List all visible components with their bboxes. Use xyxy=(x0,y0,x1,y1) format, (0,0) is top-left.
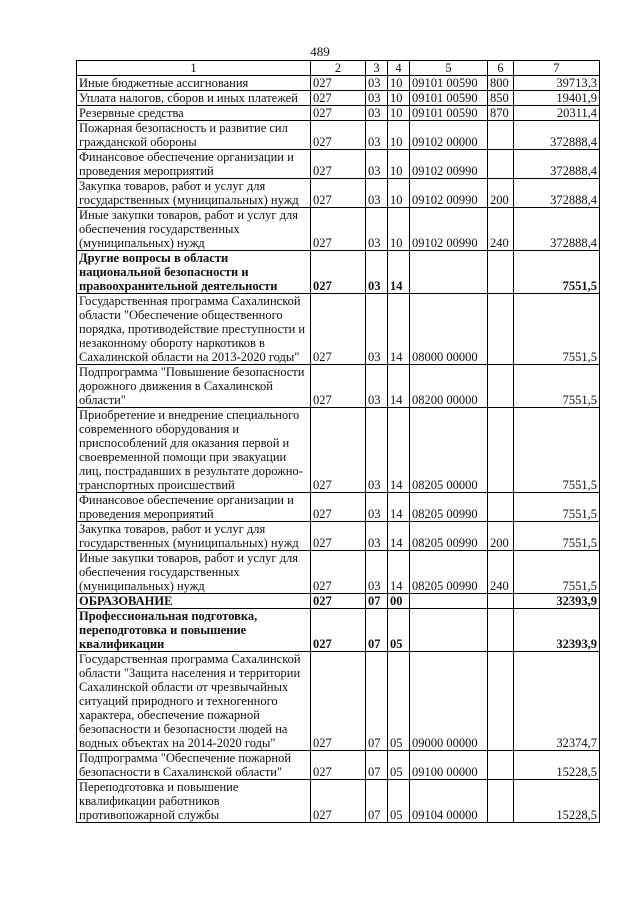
code-cell: 027 xyxy=(311,150,366,179)
target-article-cell: 09102 00990 xyxy=(410,208,488,251)
table-row xyxy=(77,652,600,751)
row-name-cell: Переподготовка и повышение квалификации работников противопожарной службы xyxy=(77,780,311,823)
subsection-cell: 10 xyxy=(388,106,410,121)
expense-type-cell xyxy=(488,780,514,823)
row-name-cell: Закупка товаров, работ и услуг для государственных (муниципальных) нужд xyxy=(77,522,311,551)
subsection-cell: 00 xyxy=(388,594,410,609)
subsection-cell: 14 xyxy=(388,551,410,594)
row-name-cell: Иные бюджетные ассигнования xyxy=(77,76,311,91)
subsection-cell: 10 xyxy=(388,208,410,251)
code-cell: 027 xyxy=(311,208,366,251)
expense-type-cell xyxy=(488,609,514,652)
target-article-cell xyxy=(410,594,488,609)
expense-type-cell xyxy=(488,751,514,780)
amount-cell: 32374,7 xyxy=(514,652,600,751)
table-row xyxy=(77,294,600,365)
amount-cell: 7551,5 xyxy=(514,522,600,551)
amount-cell: 15228,5 xyxy=(514,780,600,823)
target-article-cell: 09101 00590 xyxy=(410,91,488,106)
amount-cell: 7551,5 xyxy=(514,493,600,522)
row-name-cell: Иные закупки товаров, работ и услуг для обеспечения государственных (муниципальных) нужд xyxy=(77,208,311,251)
expense-type-cell: 870 xyxy=(488,106,514,121)
code-cell: 027 xyxy=(311,76,366,91)
row-name-cell: Финансовое обеспечение организации и проведения мероприятий xyxy=(77,150,311,179)
expense-type-cell xyxy=(488,121,514,150)
column-header: 7 xyxy=(514,61,600,76)
code-cell: 027 xyxy=(311,780,366,823)
table-row xyxy=(77,121,600,150)
target-article-cell: 09101 00590 xyxy=(410,106,488,121)
target-article-cell xyxy=(410,609,488,652)
code-cell: 027 xyxy=(311,179,366,208)
row-name-cell: ОБРАЗОВАНИЕ xyxy=(77,594,311,609)
column-header: 5 xyxy=(410,61,488,76)
target-article-cell: 09104 00000 xyxy=(410,780,488,823)
page-number: 489 xyxy=(310,44,330,59)
section-cell: 03 xyxy=(366,106,388,121)
subsection-cell: 05 xyxy=(388,652,410,751)
subsection-cell: 05 xyxy=(388,751,410,780)
subsection-cell: 10 xyxy=(388,91,410,106)
table-row xyxy=(77,76,600,91)
expense-type-cell: 800 xyxy=(488,76,514,91)
code-cell: 027 xyxy=(311,594,366,609)
row-name-cell: Приобретение и внедрение специального современного оборудования и приспособлений для оказания первой и своевременной помощи при эвакуации лиц, пострадавших в результате дорожно-транспортных происшествий xyxy=(77,408,311,493)
amount-cell: 372888,4 xyxy=(514,150,600,179)
table-row xyxy=(77,594,600,609)
subsection-cell: 14 xyxy=(388,294,410,365)
table-row xyxy=(77,408,600,493)
subsection-cell: 10 xyxy=(388,150,410,179)
expense-type-cell xyxy=(488,150,514,179)
code-cell: 027 xyxy=(311,408,366,493)
target-article-cell xyxy=(410,251,488,294)
code-cell: 027 xyxy=(311,652,366,751)
expense-type-cell xyxy=(488,652,514,751)
subsection-cell: 10 xyxy=(388,76,410,91)
table-row xyxy=(77,493,600,522)
expense-type-cell: 850 xyxy=(488,91,514,106)
amount-cell: 7551,5 xyxy=(514,294,600,365)
table-row xyxy=(77,150,600,179)
amount-cell: 7551,5 xyxy=(514,251,600,294)
code-cell: 027 xyxy=(311,365,366,408)
row-name-cell: Резервные средства xyxy=(77,106,311,121)
column-header: 6 xyxy=(488,61,514,76)
column-header: 4 xyxy=(388,61,410,76)
subsection-cell: 05 xyxy=(388,780,410,823)
row-name-cell: Подпрограмма "Обеспечение пожарной безопасности в Сахалинской области" xyxy=(77,751,311,780)
code-cell: 027 xyxy=(311,493,366,522)
amount-cell: 15228,5 xyxy=(514,751,600,780)
target-article-cell: 09000 00000 xyxy=(410,652,488,751)
section-cell: 03 xyxy=(366,408,388,493)
section-cell: 03 xyxy=(366,365,388,408)
subsection-cell: 14 xyxy=(388,522,410,551)
table-row xyxy=(77,365,600,408)
code-cell: 027 xyxy=(311,609,366,652)
amount-cell: 372888,4 xyxy=(514,179,600,208)
code-cell: 027 xyxy=(311,751,366,780)
expense-type-cell xyxy=(488,251,514,294)
expense-type-cell xyxy=(488,594,514,609)
section-cell: 03 xyxy=(366,91,388,106)
amount-cell: 372888,4 xyxy=(514,121,600,150)
target-article-cell: 09102 00990 xyxy=(410,179,488,208)
subsection-cell: 10 xyxy=(388,179,410,208)
table-row xyxy=(77,251,600,294)
code-cell: 027 xyxy=(311,121,366,150)
target-article-cell: 08000 00000 xyxy=(410,294,488,365)
column-header: 3 xyxy=(366,61,388,76)
target-article-cell: 08205 00990 xyxy=(410,522,488,551)
code-cell: 027 xyxy=(311,294,366,365)
table-row xyxy=(77,179,600,208)
subsection-cell: 10 xyxy=(388,121,410,150)
target-article-cell: 08205 00990 xyxy=(410,551,488,594)
code-cell: 027 xyxy=(311,522,366,551)
expense-type-cell xyxy=(488,408,514,493)
amount-cell: 7551,5 xyxy=(514,408,600,493)
row-name-cell: Иные закупки товаров, работ и услуг для обеспечения государственных (муниципальных) нужд xyxy=(77,551,311,594)
expense-type-cell: 200 xyxy=(488,179,514,208)
expense-type-cell: 200 xyxy=(488,522,514,551)
row-name-cell: Финансовое обеспечение организации и проведения мероприятий xyxy=(77,493,311,522)
target-article-cell: 09100 00000 xyxy=(410,751,488,780)
target-article-cell: 09102 00990 xyxy=(410,150,488,179)
amount-cell: 32393,9 xyxy=(514,594,600,609)
table-row xyxy=(77,551,600,594)
section-cell: 03 xyxy=(366,179,388,208)
row-name-cell: Подпрограмма "Повышение безопасности дорожного движения в Сахалинской области" xyxy=(77,365,311,408)
subsection-cell: 14 xyxy=(388,408,410,493)
table-row xyxy=(77,780,600,823)
column-header: 2 xyxy=(311,61,366,76)
expense-type-cell xyxy=(488,493,514,522)
section-cell: 03 xyxy=(366,150,388,179)
expense-type-cell: 240 xyxy=(488,551,514,594)
target-article-cell: 08205 00990 xyxy=(410,493,488,522)
amount-cell: 7551,5 xyxy=(514,365,600,408)
expense-type-cell xyxy=(488,365,514,408)
target-article-cell: 09101 00590 xyxy=(410,76,488,91)
code-cell: 027 xyxy=(311,251,366,294)
section-cell: 07 xyxy=(366,751,388,780)
expense-type-cell xyxy=(488,294,514,365)
table-row xyxy=(77,522,600,551)
column-header: 1 xyxy=(77,61,311,76)
subsection-cell: 14 xyxy=(388,493,410,522)
table-row xyxy=(77,208,600,251)
section-cell: 03 xyxy=(366,121,388,150)
section-cell: 07 xyxy=(366,652,388,751)
amount-cell: 39713,3 xyxy=(514,76,600,91)
amount-cell: 7551,5 xyxy=(514,551,600,594)
budget-table xyxy=(76,60,600,823)
row-name-cell: Закупка товаров, работ и услуг для государственных (муниципальных) нужд xyxy=(77,179,311,208)
subsection-cell: 14 xyxy=(388,251,410,294)
target-article-cell: 08205 00000 xyxy=(410,408,488,493)
target-article-cell: 08200 00000 xyxy=(410,365,488,408)
section-cell: 03 xyxy=(366,493,388,522)
table-row xyxy=(77,609,600,652)
row-name-cell: Государственная программа Сахалинской области "Защита населения и территории Сахалинской области от чрезвычайных ситуаций природного и техногенного характера, обеспечение пожарной безопасности и безопасности людей на водных объектах на 2014-2020 годы" xyxy=(77,652,311,751)
section-cell: 07 xyxy=(366,780,388,823)
section-cell: 03 xyxy=(366,522,388,551)
section-cell: 07 xyxy=(366,594,388,609)
subsection-cell: 05 xyxy=(388,609,410,652)
section-cell: 07 xyxy=(366,609,388,652)
section-cell: 03 xyxy=(366,551,388,594)
row-name-cell: Профессиональная подготовка, переподготовка и повышение квалификации xyxy=(77,609,311,652)
expense-type-cell: 240 xyxy=(488,208,514,251)
table-row xyxy=(77,91,600,106)
target-article-cell: 09102 00000 xyxy=(410,121,488,150)
section-cell: 03 xyxy=(366,294,388,365)
section-cell: 03 xyxy=(366,251,388,294)
code-cell: 027 xyxy=(311,551,366,594)
row-name-cell: Пожарная безопасность и развитие сил гражданской обороны xyxy=(77,121,311,150)
table-row xyxy=(77,106,600,121)
amount-cell: 19401,9 xyxy=(514,91,600,106)
amount-cell: 372888,4 xyxy=(514,208,600,251)
table-row xyxy=(77,751,600,780)
header-row xyxy=(77,61,600,76)
row-name-cell: Государственная программа Сахалинской области "Обеспечение общественного порядка, противодействие преступности и незаконному обороту наркотиков в Сахалинской области на 2013-2020 годы" xyxy=(77,294,311,365)
section-cell: 03 xyxy=(366,208,388,251)
section-cell: 03 xyxy=(366,76,388,91)
row-name-cell: Уплата налогов, сборов и иных платежей xyxy=(77,91,311,106)
subsection-cell: 14 xyxy=(388,365,410,408)
row-name-cell: Другие вопросы в области национальной безопасности и правоохранительной деятельности xyxy=(77,251,311,294)
amount-cell: 20311,4 xyxy=(514,106,600,121)
code-cell: 027 xyxy=(311,91,366,106)
code-cell: 027 xyxy=(311,106,366,121)
amount-cell: 32393,9 xyxy=(514,609,600,652)
